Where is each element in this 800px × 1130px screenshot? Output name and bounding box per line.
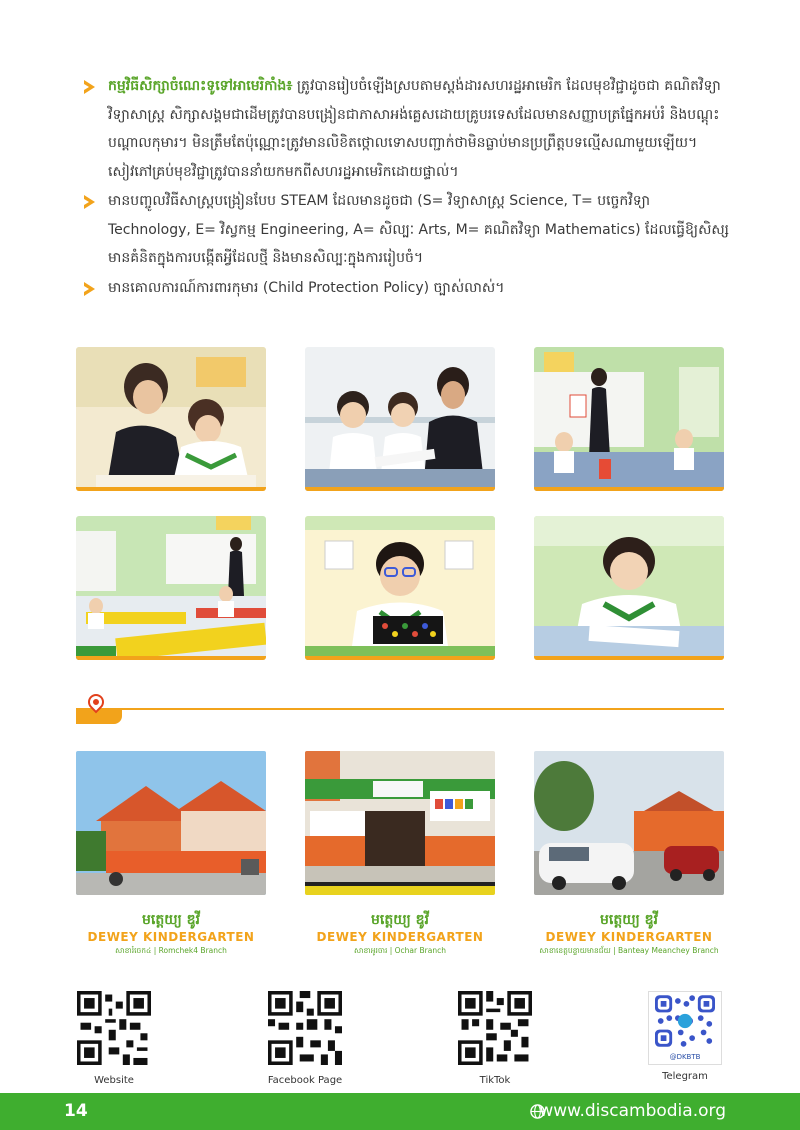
photo-boy-with-abacus	[305, 516, 495, 660]
branch-caption	[290, 911, 510, 956]
photo-classroom-wide	[76, 516, 266, 660]
qr-telegram[interactable]	[630, 991, 740, 1082]
page-footer	[0, 1093, 800, 1130]
bullet-item	[84, 274, 734, 303]
qr-code-icon	[268, 991, 342, 1065]
qr-code-icon	[77, 991, 151, 1065]
qr-label: Facebook Page	[267, 1075, 343, 1086]
branch-name-khmer: មត្តេយ្យ ឌូវី	[600, 912, 658, 928]
qr-label: TikTok	[479, 1075, 511, 1086]
photo-teacher-helping-girl	[76, 347, 266, 491]
branch-name-khmer: មត្តេយ្យ ឌូវី	[142, 912, 200, 928]
qr-tiktok[interactable]	[440, 991, 550, 1086]
telegram-handle: @DKBTB	[669, 1053, 701, 1061]
branch-location: សាខារំចេក៤ | Romchek4 Branch	[115, 946, 227, 955]
bullet-text: មានបញ្ចូលវិធីសាស្ត្របង្រៀនបែប STEAM ដែលមានដូចជា (S= វិទ្យាសាស្ត្រ Science, T= បច្ចេកវិទ្យា Technology, E= វិស្វកម្ម Engineering, A= សិល្បៈ Arts, M= គណិតវិទ្យា Mathematics) ដែលធ្វើឱ្យសិស្សមានគំនិតក្នុងការបង្កើតអ្វីដែលថ្មី និងមានសិល្បៈក្នុងការរៀបចំ។	[108, 193, 729, 266]
location-tab	[76, 709, 122, 724]
branch-photo-ochar	[305, 751, 495, 895]
branch-photo-romchek4	[76, 751, 266, 895]
bullet-lead: កម្មវិធីសិក្សាចំណេះទូទៅអាមេរិកាំង៖	[108, 78, 293, 94]
branch-location: សាខាខេត្តបន្ទាយមានជ័យ | Banteay Meanchey Branch	[539, 946, 719, 955]
qr-code-icon	[655, 995, 715, 1047]
branch-name-english: DEWEY KINDERGARTEN	[316, 930, 484, 944]
branch-caption	[61, 911, 281, 956]
branch-name-khmer: មត្តេយ្យ ឌូវី	[371, 912, 429, 928]
qr-website[interactable]	[59, 991, 169, 1086]
photo-girl-writing	[534, 516, 724, 660]
feature-bullets	[84, 72, 734, 303]
branch-name-english: DEWEY KINDERGARTEN	[545, 930, 713, 944]
branch-name-english: DEWEY KINDERGARTEN	[87, 930, 255, 944]
orange-arrow-icon	[84, 80, 95, 94]
branch-photo-banteay-meanchey	[534, 751, 724, 895]
website-link[interactable]: www.discambodia.org	[539, 1101, 726, 1121]
branch-location: សាខាអូរចារ | Ochar Branch	[354, 946, 446, 955]
page-number: 14	[64, 1101, 88, 1121]
bullet-text: មានគោលការណ៍ការពារកុមារ (Child Protection Policy) ច្បាស់លាស់។	[108, 279, 505, 296]
qr-label: Website	[94, 1075, 134, 1086]
location-divider	[76, 708, 724, 710]
photo-teacher-at-board	[534, 347, 724, 491]
photo-teacher-with-two-children	[305, 347, 495, 491]
qr-code-icon	[458, 991, 532, 1065]
qr-facebook-page[interactable]	[250, 991, 360, 1086]
qr-label: Telegram	[662, 1071, 708, 1082]
orange-arrow-icon	[84, 195, 95, 209]
bullet-item	[84, 72, 734, 186]
bullet-text: ត្រូវបានរៀបចំឡើងស្របតាមស្តង់ដារសហរដ្ឋអាមេរិក ដែលមុខវិជ្ជាដូចជា គណិតវិទ្យា វិទ្យាសាស្ត្រ សិក្សាសង្គមជាដើមត្រូវបានបង្រៀនជាភាសាអង់គ្លេសដោយគ្រូបរទេសដែលមានសញ្ញាបត្រផ្នែកអប់រំ និងបណ្តុះបណ្តាលកុមារ។ មិនត្រឹមតែប៉ុណ្ណោះត្រូវមានលិខិតថ្កោលទោសបញ្ជាក់ថាមិនធ្លាប់មានប្រព្រឹត្តបទល្មើសណាមួយឡើយ។ សៀវភៅគ្រប់មុខវិជ្ជាត្រូវបាននាំយកមកពីសហរដ្ឋអាមេរិកដោយផ្ទាល់។	[108, 78, 721, 180]
branch-caption	[519, 911, 739, 956]
orange-arrow-icon	[84, 282, 95, 296]
bullet-item	[84, 187, 734, 273]
